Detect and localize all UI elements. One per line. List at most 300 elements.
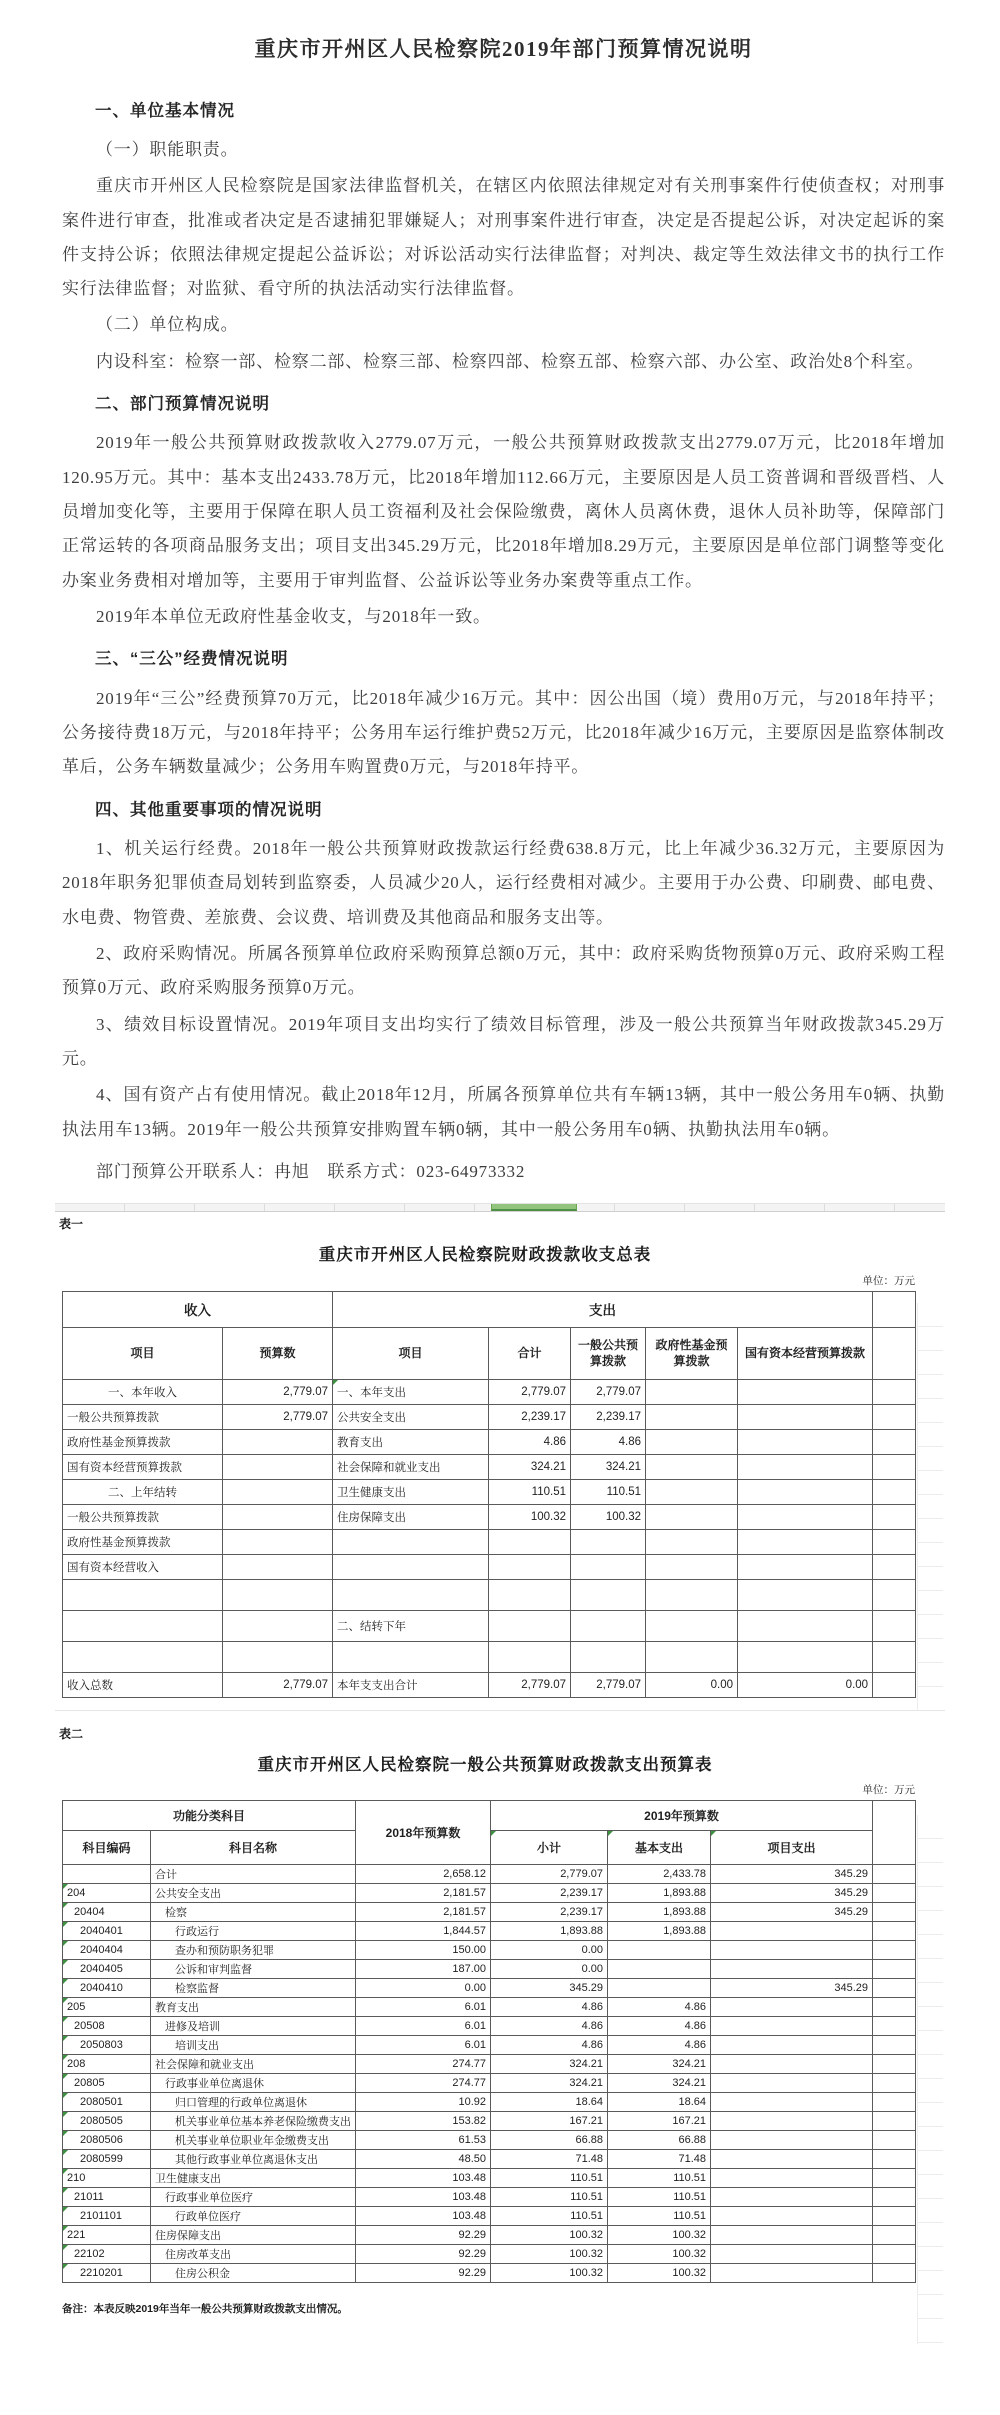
cell: 机关事业单位职业年金缴费支出 [151,2131,356,2150]
cell: 卫生健康支出 [151,2169,356,2188]
cell: 110.51 [491,2169,608,2188]
cell [711,1941,873,1960]
cell: 221 [63,2226,151,2245]
cell [646,1579,738,1610]
table1-panel [55,1203,945,1710]
cell: 208 [63,2055,151,2074]
cell: 100.32 [491,2264,608,2283]
cell [223,1479,333,1504]
cell [873,2226,916,2245]
cell [738,1504,873,1529]
cell: 100.32 [608,2264,711,2283]
table-row [63,2226,916,2245]
cell: 2080506 [63,2131,151,2150]
cell [333,1554,489,1579]
cell: 4.86 [491,2036,608,2055]
cell [333,1529,489,1554]
cell: 345.29 [711,1865,873,1884]
cell [223,1641,333,1672]
table-row [63,1404,916,1429]
cell: 1,844.57 [356,1922,491,1941]
cell [738,1404,873,1429]
section-heading: 一、单位基本情况 [95,101,235,120]
cell [571,1554,646,1579]
cell [738,1379,873,1404]
cell: 100.32 [608,2226,711,2245]
cell: 210 [63,2169,151,2188]
table1-rows [63,1379,916,1697]
cell [738,1610,873,1641]
table-row [63,1479,916,1504]
cell [63,1610,223,1641]
cell: 住房保障支出 [151,2226,356,2245]
cell: 2040404 [63,1941,151,1960]
cell: 204 [63,1884,151,1903]
table-row [63,2055,916,2074]
cell [571,1641,646,1672]
table1-tag: 表一 [59,1217,84,1232]
paragraph: 内设科室：检察一部、检察二部、检察三部、检察四部、检察五部、检察六部、办公室、政治处8个科室。 [96,351,925,371]
cell: 2,779.07 [489,1672,571,1697]
cell [571,1610,646,1641]
cell: 345.29 [491,1979,608,1998]
column-header: 项目支出 [711,1831,873,1865]
cell: 1,893.88 [608,1922,711,1941]
paragraph: 2019年一般公共预算财政拨款收入2779.07万元，一般公共预算财政拨款支出2779.07万元，比2018年增加120.95万元。其中：基本支出2433.78万元，比2018年增加112.66万元，主要原因是人员工资普调和晋级晋档、人员增加变化等，主要用于保障在职人员工资福利及社会保险缴费，离休人员离休费，退休人员补助等，保障部门正常运转的各项商品服务支出；项目支出345.29万元，比2018年增加8.29万元，主要原因是单位部门调整等变化办案业务费相对增加等，主要用于审判监督、公益诉讼等业务办案费等重点工作。 [62,433,945,590]
cell [873,2169,916,2188]
cell: 社会保障和就业支出 [333,1454,489,1479]
cell: 153.82 [356,2112,491,2131]
table-row [63,1454,916,1479]
cell: 150.00 [356,1941,491,1960]
cell: 本年支支出合计 [333,1672,489,1697]
cell [571,1529,646,1554]
cell [873,1610,916,1641]
cell [333,1641,489,1672]
cell: 274.77 [356,2055,491,2074]
cell: 2,433.78 [608,1865,711,1884]
cell [63,1579,223,1610]
paragraph: 1、机关运行经费。2018年一般公共预算财政拨款运行经费638.8万元，比上年减少36.32万元，主要原因为2018年职务犯罪侦查局划转到监察委，人员减少20人，运行经费相对减少。主要用于办公费、印刷费、邮电费、水电费、物管费、差旅费、会议费、培训费及其他商品和服务支出等。 [62,839,945,927]
table-row [63,1960,916,1979]
cell [873,2264,916,2283]
table1-title: 重庆市开州区人民检察院财政拨款收支总表 [318,1246,652,1265]
cell [223,1610,333,1641]
table2-group-header-row [63,1801,916,1831]
cell [873,1454,916,1479]
cell: 0.00 [738,1672,873,1697]
cell: 100.32 [491,2245,608,2264]
table2-panel [55,1725,945,2344]
cell [873,2036,916,2055]
cell [711,1998,873,2017]
cell: 机关事业单位基本养老保险缴费支出 [151,2112,356,2131]
excel-gutter [917,1303,943,1709]
cell: 2040401 [63,1922,151,1941]
cell [608,1960,711,1979]
paragraph: 2、政府采购情况。所属各预算单位政府采购预算总额0万元，其中：政府采购货物预算0万元、政府采购工程预算0万元、政府采购服务预算0万元。 [62,944,945,998]
cell: 2080599 [63,2150,151,2169]
cell: 查办和预防职务犯罪 [151,1941,356,1960]
table1-column-header-row [63,1327,916,1379]
table2 [62,1800,916,2283]
cell [873,1941,916,1960]
cell: 住房公积金 [151,2264,356,2283]
cell: 2050803 [63,2036,151,2055]
column-header: 基本支出 [608,1831,711,1865]
cell [873,1554,916,1579]
cell [873,2207,916,2226]
cell: 0.00 [646,1672,738,1697]
cell [738,1554,873,1579]
cell: 0.00 [356,1979,491,1998]
table-row [63,1922,916,1941]
table2-tag: 表二 [59,1726,84,1741]
table-row [63,1903,916,1922]
cell: 2101101 [63,2207,151,2226]
table-row [63,2150,916,2169]
cell [646,1429,738,1454]
budget-2019-group-header: 2019年预算数 [491,1801,873,1831]
table-row [63,1998,916,2017]
paragraph: 2019年“三公”经费预算70万元，比2018年减少16万元。其中：因公出国（境）费用0万元，与2018年持平；公务接待费18万元，与2018年持平；公务用车运行维护费52万元，比2018年减少16万元，主要原因是监察体制改革后，公务车辆数量减少；公务用车购置费0万元，与2018年持平。 [62,688,945,777]
cell [223,1504,333,1529]
column-header: 项目 [333,1327,489,1379]
cell: 22102 [63,2245,151,2264]
cell [711,2264,873,2283]
cell: 20805 [63,2074,151,2093]
table-row [63,2131,916,2150]
cell: 住房保障支出 [333,1504,489,1529]
cell: 行政运行 [151,1922,356,1941]
cell [711,2074,873,2093]
doc-sections [62,96,945,1148]
cell [223,1554,333,1579]
cell: 2,779.07 [571,1672,646,1697]
cell: 187.00 [356,1960,491,1979]
cell: 2210201 [63,2264,151,2283]
cell [873,1960,916,1979]
cell [873,1504,916,1529]
cell [873,1672,916,1697]
table-row [63,1379,916,1404]
cell [873,1479,916,1504]
cell: 324.21 [491,2074,608,2093]
table-row [63,1579,916,1610]
cell: 110.51 [489,1479,571,1504]
cell [646,1404,738,1429]
cell [489,1610,571,1641]
cell [571,1579,646,1610]
cell [333,1579,489,1610]
cell [223,1529,333,1554]
cell [646,1479,738,1504]
cell [873,2017,916,2036]
column-header: 科目编码 [63,1831,151,1865]
cell [711,2131,873,2150]
cell: 21011 [63,2188,151,2207]
cell [873,1903,916,1922]
document-body [0,0,1000,1189]
paragraph: （二）单位构成。 [96,315,239,335]
cell [489,1529,571,1554]
cell: 2080501 [63,2093,151,2112]
cell: 2040405 [63,1960,151,1979]
cell [873,1801,916,1865]
cell: 92.29 [356,2264,491,2283]
cell: 110.51 [608,2207,711,2226]
cell [711,2036,873,2055]
cell: 345.29 [711,1884,873,1903]
cell [873,1327,916,1379]
paragraph: 重庆市开州区人民检察院是国家法律监督机关，在辖区内依照法律规定对有关刑事案件行使侦查权；对刑事案件进行审查，批准或者决定是否逮捕犯罪嫌疑人；对刑事案件进行审查，决定是否提起公诉，对决定起诉的案件支持公诉；依照法律规定提起公益诉讼；对诉讼活动实行法律监督；对判决、裁定等生效法律文书的执行工作实行法律监督；对监狱、看守所的执法活动实行法律监督。 [62,176,945,299]
cell: 324.21 [608,2074,711,2093]
table-row [63,2017,916,2036]
cell: 一般公共预算拨款 [63,1504,223,1529]
column-header: 2018年预算数 [356,1801,491,1865]
cell: 100.32 [491,2226,608,2245]
cell [873,1641,916,1672]
cell: 0.00 [491,1960,608,1979]
cell: 国有资本经营收入 [63,1554,223,1579]
cell [873,1979,916,1998]
cell: 1,893.88 [608,1903,711,1922]
cell: 1,893.88 [491,1922,608,1941]
cell [873,1404,916,1429]
section-heading: 三、“三公”经费情况说明 [95,650,289,669]
paragraph: 2019年本单位无政府性基金收支，与2018年一致。 [96,607,491,627]
excel-column-strip [55,1203,945,1212]
cell: 行政事业单位离退休 [151,2074,356,2093]
cell [738,1479,873,1504]
cell [738,1429,873,1454]
table-row [63,2264,916,2283]
cell [711,2188,873,2207]
cell [646,1554,738,1579]
table-row [63,1504,916,1529]
section-heading: 二、部门预算情况说明 [95,395,270,414]
cell [873,1884,916,1903]
cell: 66.88 [608,2131,711,2150]
table-row [63,2207,916,2226]
cell: 71.48 [608,2150,711,2169]
cell [646,1504,738,1529]
table-row [63,1979,916,1998]
cell: 政府性基金预算拨款 [63,1429,223,1454]
cell [223,1429,333,1454]
table2-note: 备注：本表反映2019年当年一般公共预算财政拨款支出情况。 [62,2303,348,2316]
paragraph: 4、国有资产占有使用情况。截止2018年12月，所属各预算单位共有车辆13辆，其中一般公务用车0辆、执勤执法用车13辆。2019年一般公共预算安排购置车辆0辆，其中一般公务用车0辆、执勤执法用车0辆。 [62,1085,945,1139]
cell: 2,181.57 [356,1884,491,1903]
cell [873,1579,916,1610]
cell: 4.86 [608,2017,711,2036]
cell [646,1379,738,1404]
cell [711,2017,873,2036]
cell: 公诉和审判监督 [151,1960,356,1979]
cell: 324.21 [571,1454,646,1479]
cell [711,2112,873,2131]
cell: 培训支出 [151,2036,356,2055]
cell [711,1960,873,1979]
cell [873,1922,916,1941]
cell: 检察监督 [151,1979,356,1998]
cell: 92.29 [356,2226,491,2245]
table-row [63,1941,916,1960]
table-row [63,2112,916,2131]
page-title: 重庆市开州区人民检察院2019年部门预算情况说明 [254,37,753,61]
cell: 345.29 [711,1979,873,1998]
excel-gutter [917,1815,943,2344]
cell [738,1579,873,1610]
cell: 4.86 [571,1429,646,1454]
cell [63,1641,223,1672]
cell: 2,181.57 [356,1903,491,1922]
cell: 18.64 [491,2093,608,2112]
cell [873,2131,916,2150]
table-row [63,1529,916,1554]
cell: 20404 [63,1903,151,1922]
table2-rows [63,1865,916,2283]
cell: 卫生健康支出 [333,1479,489,1504]
cell [711,1922,873,1941]
cell: 100.32 [608,2245,711,2264]
cell [738,1641,873,1672]
cell: 2,239.17 [491,1903,608,1922]
column-header: 一般公共预算拨款 [571,1327,646,1379]
cell: 100.32 [489,1504,571,1529]
cell: 71.48 [491,2150,608,2169]
cell: 205 [63,1998,151,2017]
cell: 61.53 [356,2131,491,2150]
cell [873,2093,916,2112]
cell: 0.00 [491,1941,608,1960]
cell: 4.86 [491,1998,608,2017]
column-header: 国有资本经营预算拨款 [738,1327,873,1379]
cell: 48.50 [356,2150,491,2169]
cell: 6.01 [356,2036,491,2055]
cell [873,2074,916,2093]
cell: 2,779.07 [223,1672,333,1697]
table-row [63,1672,916,1697]
cell [711,2226,873,2245]
cell [711,2150,873,2169]
cell: 18.64 [608,2093,711,2112]
cell: 社会保障和就业支出 [151,2055,356,2074]
expense-group-header: 支出 [333,1291,873,1327]
cell [873,2150,916,2169]
cell: 归口管理的行政单位离退休 [151,2093,356,2112]
cell: 66.88 [491,2131,608,2150]
table1-unit: 单位：万元 [862,1274,915,1287]
cell [711,2169,873,2188]
column-header: 科目名称 [151,1831,356,1865]
cell [711,2245,873,2264]
cell [63,1865,151,1884]
column-header: 合计 [489,1327,571,1379]
table-row [63,1610,916,1641]
cell [873,1998,916,2017]
column-header: 政府性基金预算拨款 [646,1327,738,1379]
cell [489,1554,571,1579]
column-header: 小计 [491,1831,608,1865]
cell [646,1641,738,1672]
cell [873,1865,916,1884]
cell: 92.29 [356,2245,491,2264]
cell: 2,779.07 [223,1404,333,1429]
cell: 一、本年支出 [333,1379,489,1404]
cell [873,1429,916,1454]
cell: 教育支出 [151,1998,356,2017]
cell: 324.21 [489,1454,571,1479]
cell [711,2093,873,2112]
cell: 一般公共预算拨款 [63,1404,223,1429]
cell [711,2207,873,2226]
cell: 274.77 [356,2074,491,2093]
cell: 10.92 [356,2093,491,2112]
cell [646,1454,738,1479]
cell: 一、本年收入 [63,1379,223,1404]
cell [873,2188,916,2207]
cell: 167.21 [491,2112,608,2131]
cell: 110.51 [491,2207,608,2226]
cell: 国有资本经营预算拨款 [63,1454,223,1479]
cell: 345.29 [711,1903,873,1922]
cell: 其他行政事业单位离退休支出 [151,2150,356,2169]
table-row [63,2245,916,2264]
cell [873,1529,916,1554]
table2-unit: 单位：万元 [862,1784,915,1797]
cell: 103.48 [356,2188,491,2207]
cell [738,1529,873,1554]
cell: 2,779.07 [571,1379,646,1404]
cell: 行政事业单位医疗 [151,2188,356,2207]
cell [608,1941,711,1960]
cell [873,1291,916,1327]
cell [738,1454,873,1479]
cell [711,2055,873,2074]
cell: 2,239.17 [489,1404,571,1429]
cell [873,1379,916,1404]
cell: 100.32 [571,1504,646,1529]
cell: 2,779.07 [489,1379,571,1404]
cell: 1,893.88 [608,1884,711,1903]
cell: 110.51 [608,2169,711,2188]
paragraph: （一）职能职责。 [96,139,239,159]
table-row [63,2093,916,2112]
cell: 324.21 [608,2055,711,2074]
cell: 进修及培训 [151,2017,356,2036]
table-row [63,1641,916,1672]
cell: 2,239.17 [491,1884,608,1903]
function-class-group-header: 功能分类科目 [63,1801,356,1831]
cell: 二、结转下年 [333,1610,489,1641]
section-heading: 四、其他重要事项的情况说明 [95,800,323,819]
table1-group-header-row [63,1291,916,1327]
cell [646,1529,738,1554]
cell: 检察 [151,1903,356,1922]
column-header: 项目 [63,1327,223,1379]
cell: 合计 [151,1865,356,1884]
cell: 二、上年结转 [63,1479,223,1504]
cell: 住房改革支出 [151,2245,356,2264]
contact-line: 部门预算公开联系人：冉旭 联系方式：023-64973332 [96,1162,526,1182]
paragraph: 3、绩效目标设置情况。2019年项目支出均实行了绩效目标管理，涉及一般公共预算当年财政拨款345.29万元。 [62,1014,945,1069]
table1 [62,1291,916,1698]
cell: 教育支出 [333,1429,489,1454]
table-row [63,1884,916,1903]
table-row [63,1865,916,1884]
cell: 110.51 [491,2188,608,2207]
